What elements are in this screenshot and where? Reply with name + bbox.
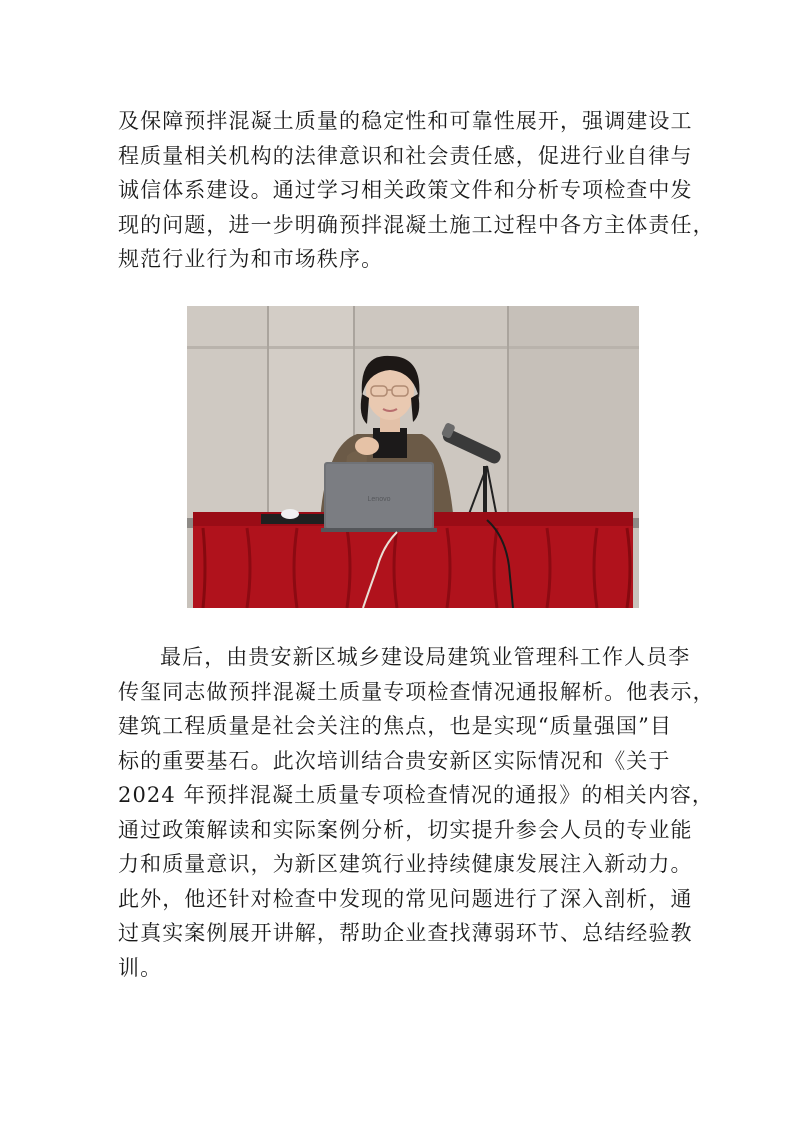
paragraph-line: 标的重要基石。此次培训结合贵安新区实际情况和《关于 xyxy=(118,748,671,773)
paragraph-line: 训。 xyxy=(118,955,163,980)
paragraph-1 xyxy=(118,104,715,277)
paragraph-line: 此外，他还针对检查中发现的常见问题进行了深入剖析，通 xyxy=(118,886,693,911)
paragraph-line: 传玺同志做预拌混凝土质量专项检查情况通报解析。他表示， xyxy=(118,679,715,704)
paragraph-line: 通过政策解读和实际案例分析，切实提升参会人员的专业能 xyxy=(118,817,693,842)
paragraph-line: 力和质量意识，为新区建筑行业持续健康发展注入新动力。 xyxy=(118,852,693,876)
paragraph-line: 诚信体系建设。通过学习相关政策文件和分析专项检查中发 xyxy=(118,178,693,202)
paragraph-line: 2024 年预拌混凝土质量专项检查情况的通报》的相关内容， xyxy=(118,783,715,807)
paragraph-line: 过真实案例展开讲解，帮助企业查找薄弱环节、总结经验教 xyxy=(118,921,693,945)
paragraph-line: 现的问题，进一步明确预拌混凝土施工过程中各方主体责任， xyxy=(118,212,715,237)
paragraph-line: 及保障预拌混凝土质量的稳定性和可靠性展开，强调建设工 xyxy=(118,109,693,133)
paragraph-line: 最后，由贵安新区城乡建设局建筑业管理科工作人员李 xyxy=(160,645,691,669)
laptop-logo: Lenovo xyxy=(367,496,391,503)
paragraph-2 xyxy=(118,640,715,985)
speaker-photo xyxy=(187,306,639,608)
paragraph-line: 规范行业行为和市场秩序。 xyxy=(118,247,384,271)
paragraph-line: 建筑工程质量是社会关注的焦点，也是实现“质量强国”目 xyxy=(118,714,673,738)
paragraph-line: 程质量相关机构的法律意识和社会责任感，促进行业自律与 xyxy=(118,143,693,168)
